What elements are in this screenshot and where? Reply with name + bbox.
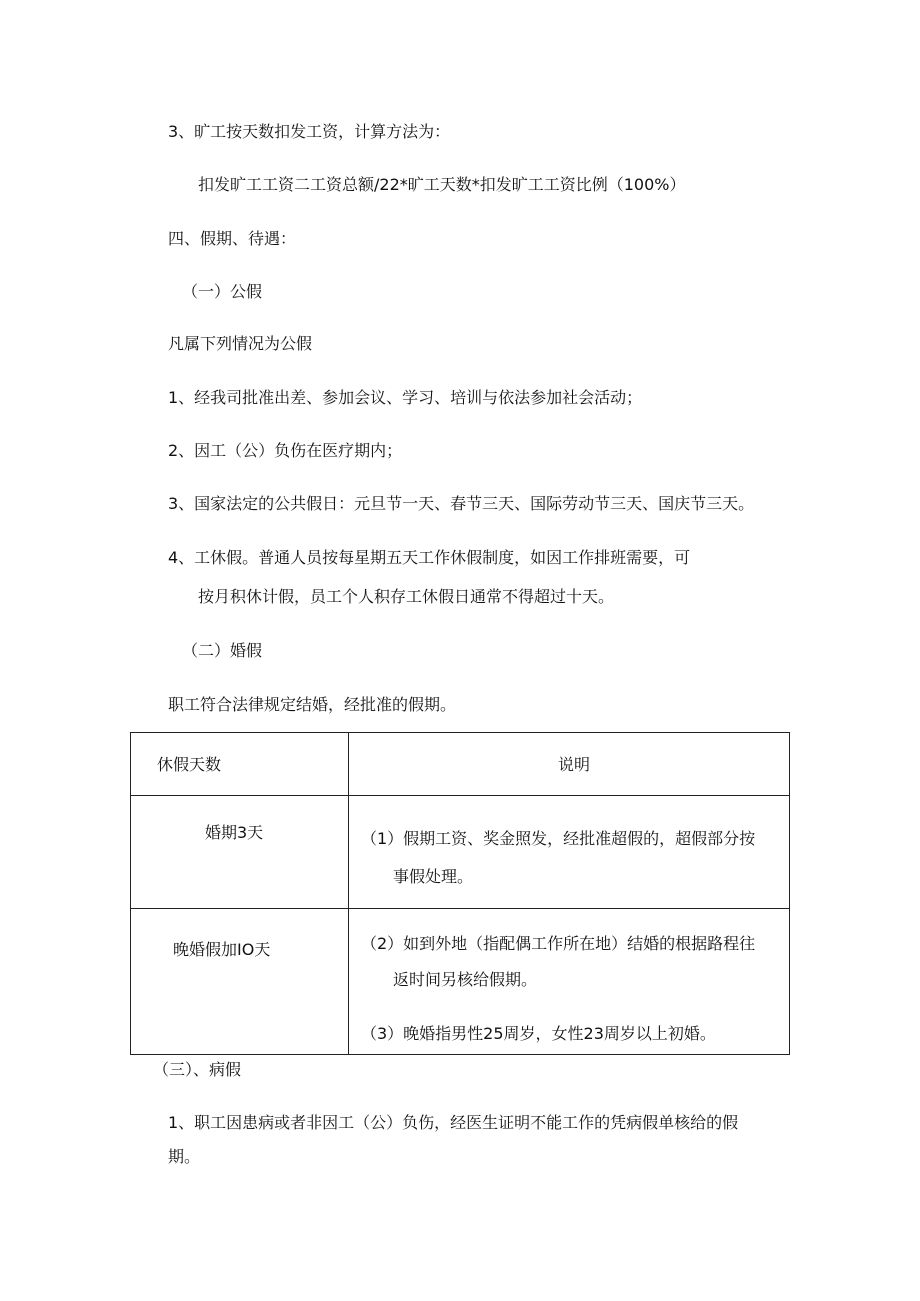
table-cell-row2-desc-line-2: 返时间另核给假期。 [393, 970, 538, 989]
marriage-leave-intro: 职工符合法律规定结婚，经批准的假期。 [168, 695, 457, 714]
public-leave-intro: 凡属下列情况为公假 [168, 334, 313, 353]
section-heading-leave: 四、假期、待遇： [168, 229, 297, 248]
table-cell-row2-desc-line-3: （3）晚婚指男性25周岁，女性23周岁以上初婚。 [361, 1024, 716, 1043]
table-cell-row2-days: 晚婚假加IO天 [173, 940, 271, 959]
public-leave-item-4-line-2: 按月积休计假，员工个人积存工休假日通常不得超过十天。 [198, 587, 615, 606]
sick-leave-item-1-line-1: 1、职工因患病或者非因工（公）负伤，经医生证明不能工作的凭病假单核给的假 [168, 1113, 739, 1132]
paragraph-absence-deduction: 3、旷工按天数扣发工资，计算方法为： [168, 122, 451, 141]
table-cell-row1-days: 婚期3天 [205, 823, 264, 842]
table-cell-row1-desc-line-2: 事假处理。 [393, 867, 474, 886]
table-column-divider [348, 733, 349, 1054]
public-leave-item-2: 2、因工（公）负伤在医疗期内； [168, 441, 403, 460]
table-header-days: 休假天数 [157, 755, 222, 774]
subheading-public-leave: （一）公假 [182, 282, 263, 301]
public-leave-item-1: 1、经我司批准出差、参加会议、学习、培训与依法参加社会活动； [168, 388, 643, 407]
subheading-sick-leave: （三）、病假 [153, 1060, 242, 1079]
table-header-divider [131, 795, 789, 796]
marriage-leave-table [130, 732, 790, 1055]
formula-text: 扣发旷工工资二工资总额/22*旷工天数*扣发旷工工资比例（100%） [198, 175, 686, 194]
table-header-description: 说明 [558, 755, 591, 774]
public-leave-item-4-line-1: 4、工休假。普通人员按每星期五天工作休假制度，如因工作排班需要，可 [168, 548, 691, 567]
table-row-divider [131, 908, 789, 909]
table-cell-row2-desc-line-1: （2）如到外地（指配偶工作所在地）结婚的根据路程往 [361, 934, 756, 953]
table-cell-row1-desc-line-1: （1）假期工资、奖金照发，经批准超假的，超假部分按 [361, 829, 756, 848]
sick-leave-item-1-line-2: 期。 [168, 1147, 201, 1166]
public-leave-item-3: 3、国家法定的公共假日：元旦节一天、春节三天、国际劳动节三天、国庆节三天。 [168, 494, 755, 513]
subheading-marriage-leave: （二）婚假 [182, 641, 263, 660]
